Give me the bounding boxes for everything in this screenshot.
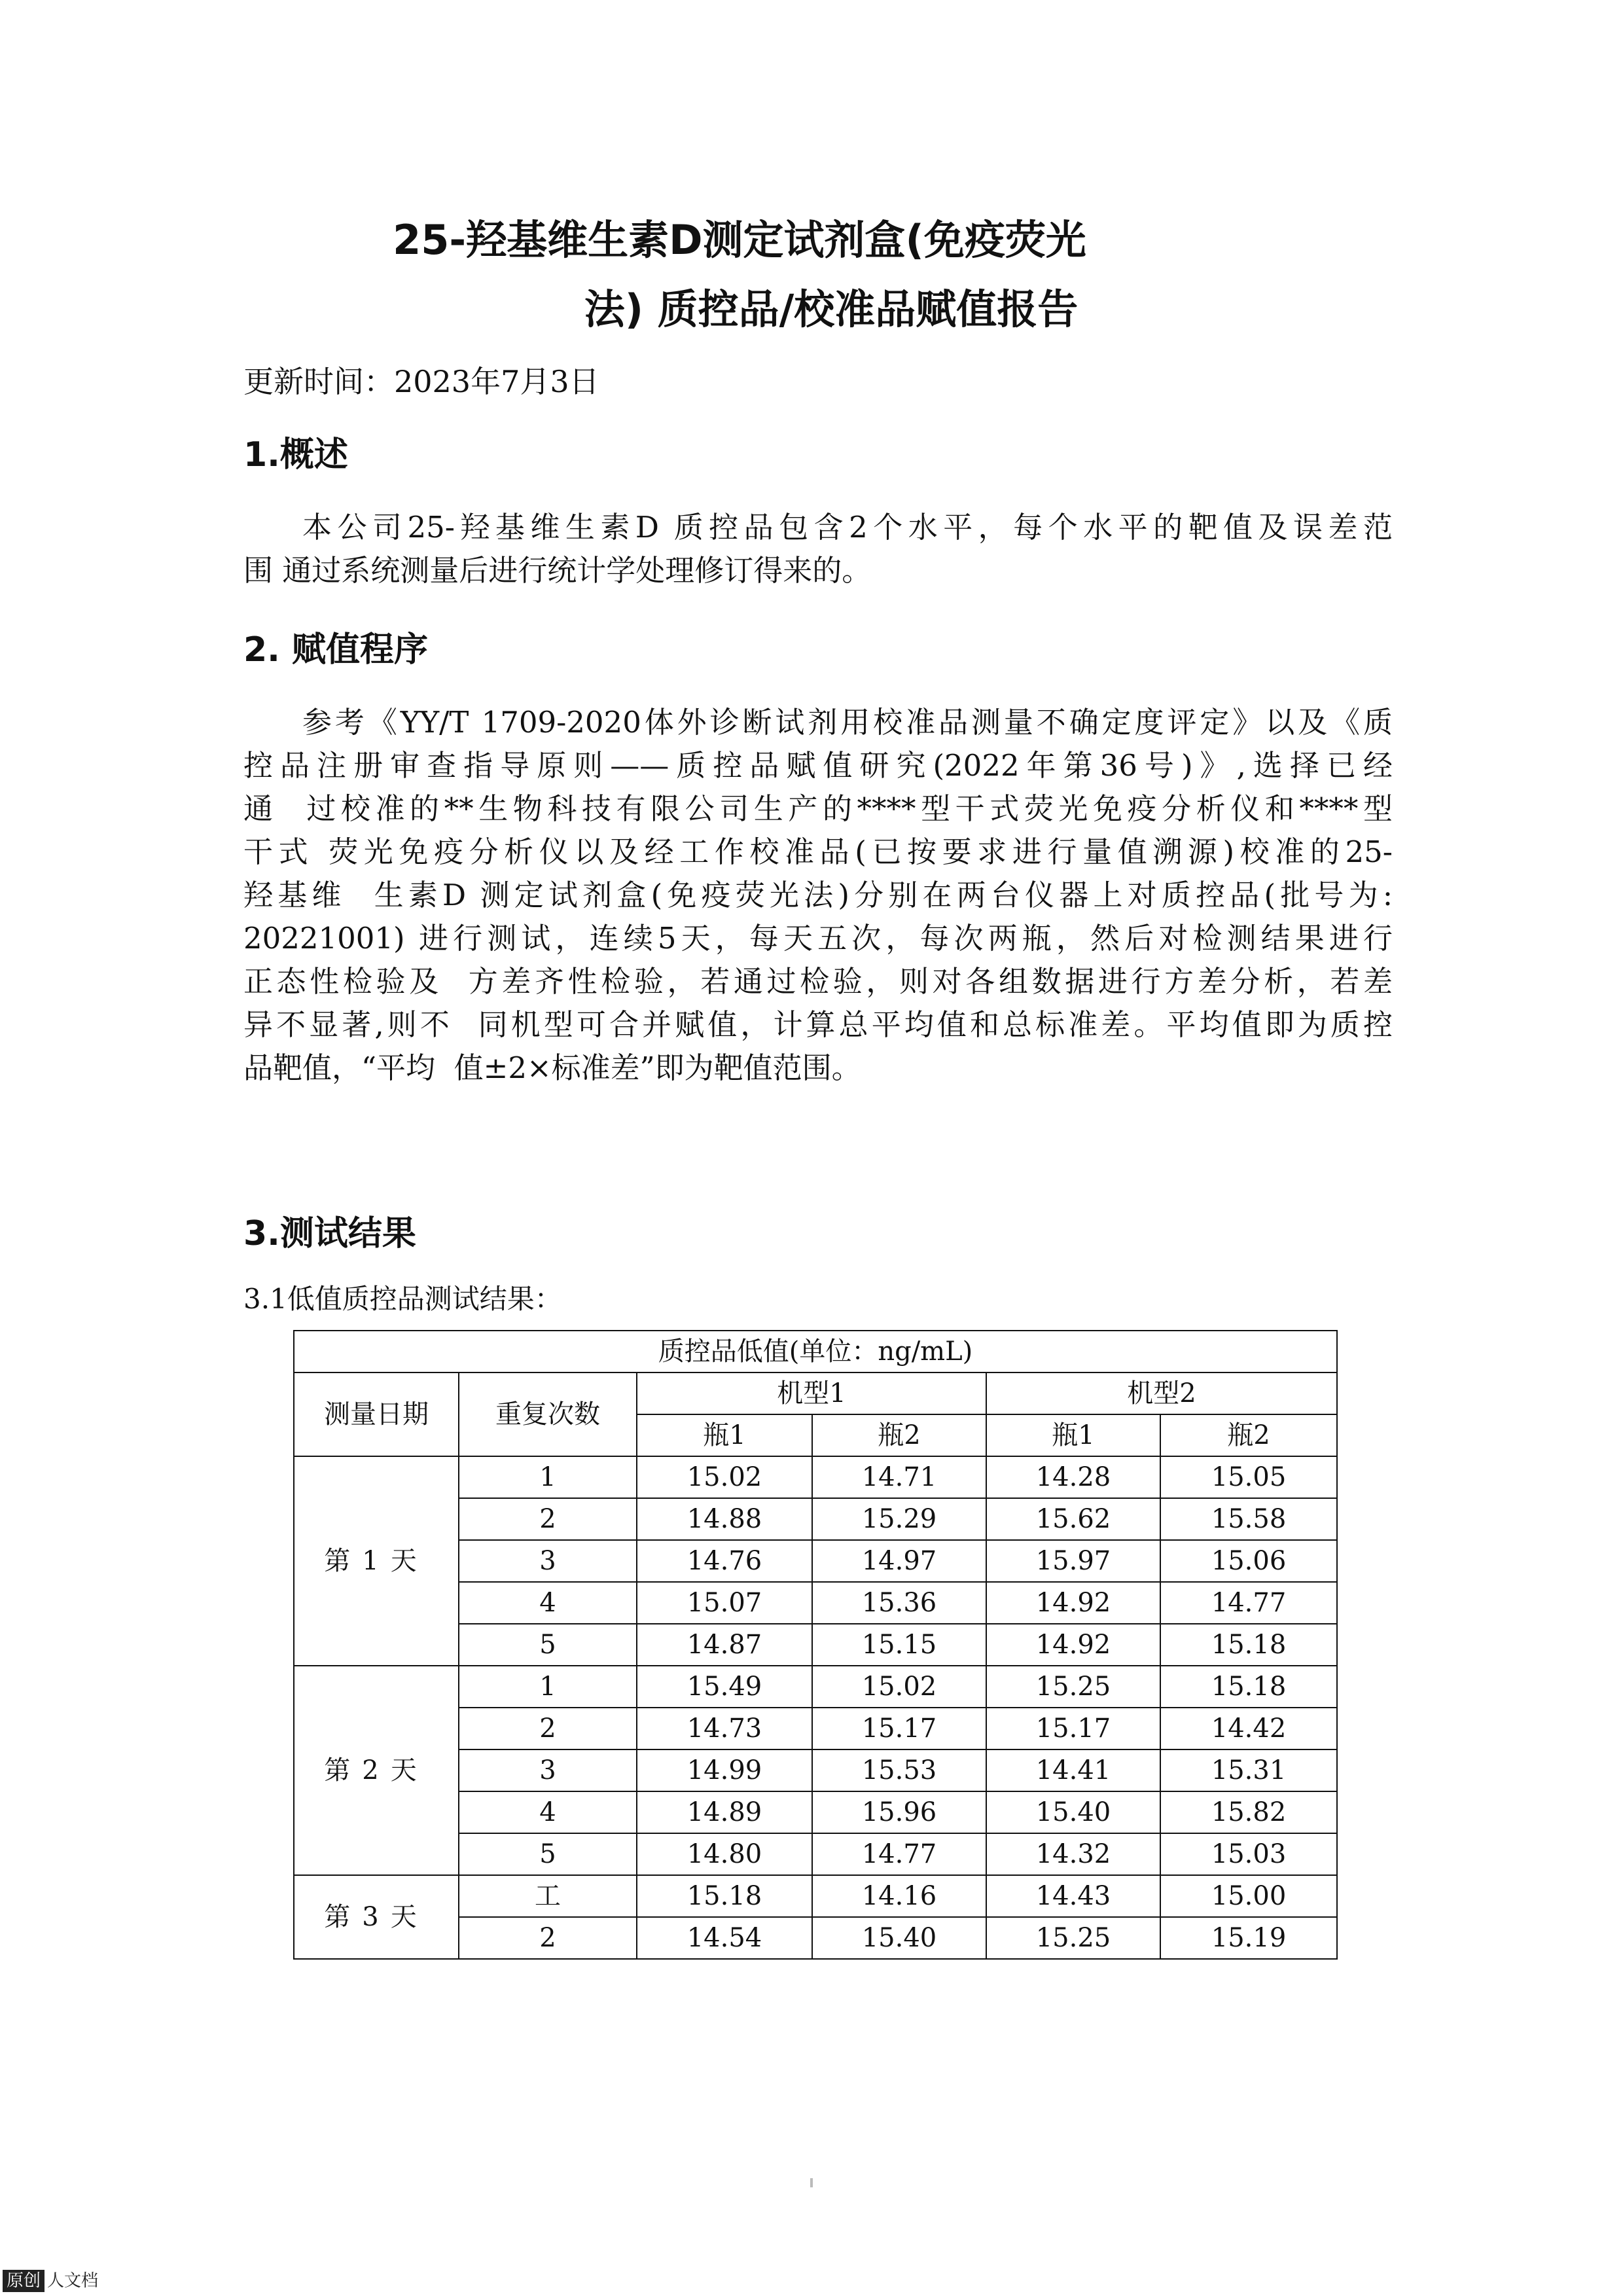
column-header-machine-1: 机型1 [637, 1372, 986, 1414]
value-cell: 15.02 [637, 1456, 812, 1498]
value-cell: 15.07 [637, 1582, 812, 1624]
value-cell: 15.58 [1160, 1498, 1337, 1540]
value-cell: 15.97 [986, 1540, 1160, 1582]
value-cell: 15.25 [986, 1666, 1160, 1708]
repeat-number-cell: 5 [459, 1833, 637, 1875]
value-cell: 15.17 [986, 1708, 1160, 1749]
repeat-number-cell: 2 [459, 1498, 637, 1540]
update-time: 更新时间：2023年7月3日 [243, 364, 599, 399]
value-cell: 14.77 [812, 1833, 986, 1875]
repeat-number-cell: 3 [459, 1749, 637, 1791]
value-cell: 15.31 [1160, 1749, 1337, 1791]
column-header-repeat: 重复次数 [459, 1372, 637, 1456]
value-cell: 14.97 [812, 1540, 986, 1582]
low-control-results-table [293, 1330, 1338, 1960]
value-cell: 14.99 [637, 1749, 812, 1791]
value-cell: 15.18 [1160, 1624, 1337, 1666]
value-cell: 15.06 [1160, 1540, 1337, 1582]
value-cell: 15.62 [986, 1498, 1160, 1540]
table-row [294, 1456, 1337, 1498]
value-cell: 14.32 [986, 1833, 1160, 1875]
value-cell: 14.92 [986, 1624, 1160, 1666]
paragraph-line: 通 过校准的**生物科技有限公司生产的****型干式荧光免疫分析仪和****型 [243, 791, 1393, 826]
value-cell: 15.17 [812, 1708, 986, 1749]
value-cell: 14.80 [637, 1833, 812, 1875]
repeat-number-cell: 5 [459, 1624, 637, 1666]
day-label: 第2天 [294, 1666, 459, 1875]
paragraph-line: 异不显著,则不 同机型可合并赋值，计算总平均值和总标准差。平均值即为质控 [243, 1007, 1393, 1042]
paragraph-line: 干式 荧光免疫分析仪以及经工作校准品(已按要求进行量值溯源)校准的25- [243, 834, 1393, 869]
paragraph-line: 正态性检验及 方差齐性检验，若通过检验，则对各组数据进行方差分析，若差 [243, 964, 1393, 999]
repeat-number-cell: 工 [459, 1875, 637, 1917]
column-header-date: 测量日期 [294, 1372, 459, 1456]
repeat-number-cell: 3 [459, 1540, 637, 1582]
subsection-heading-low-control: 3.1低值质控品测试结果： [243, 1283, 562, 1315]
watermark-logo [3, 2270, 114, 2292]
day-label: 第1天 [294, 1456, 459, 1666]
value-cell: 14.73 [637, 1708, 812, 1749]
value-cell: 14.77 [1160, 1582, 1337, 1624]
repeat-number-cell: 1 [459, 1456, 637, 1498]
value-cell: 15.18 [1160, 1666, 1337, 1708]
watermark-logo-text: 人文档 [47, 2271, 99, 2291]
value-cell: 15.05 [1160, 1456, 1337, 1498]
repeat-number-cell: 4 [459, 1582, 637, 1624]
section-heading-procedure: 2. 赋值程序 [243, 630, 429, 670]
overview-paragraph [243, 506, 1393, 592]
column-header-machine-2: 机型2 [986, 1372, 1337, 1414]
paragraph-line: 本公司25-羟基维生素D 质控品包含2个水平，每个水平的靶值及误差范 [302, 510, 1393, 545]
value-cell: 15.82 [1160, 1791, 1337, 1833]
value-cell: 14.92 [986, 1582, 1160, 1624]
procedure-paragraph [243, 701, 1393, 1090]
paragraph-line: 围 通过系统测量后进行统计学处理修订得来的。 [243, 553, 872, 588]
value-cell: 14.87 [637, 1624, 812, 1666]
repeat-number-cell: 4 [459, 1791, 637, 1833]
value-cell: 15.03 [1160, 1833, 1337, 1875]
repeat-number-cell: 1 [459, 1666, 637, 1708]
table-caption: 质控品低值(单位：ng/mL) [294, 1331, 1337, 1372]
column-header-m1-bottle-2: 瓶2 [812, 1414, 986, 1456]
day-label: 第3天 [294, 1875, 459, 1959]
column-header-m1-bottle-1: 瓶1 [637, 1414, 812, 1456]
paragraph-line: 参考《YY/T 1709-2020体外诊断试剂用校准品测量不确定度评定》以及《质 [302, 705, 1393, 740]
value-cell: 14.28 [986, 1456, 1160, 1498]
value-cell: 15.36 [812, 1582, 986, 1624]
value-cell: 15.00 [1160, 1875, 1337, 1917]
column-header-m2-bottle-2: 瓶2 [1160, 1414, 1337, 1456]
value-cell: 15.02 [812, 1666, 986, 1708]
value-cell: 15.15 [812, 1624, 986, 1666]
value-cell: 14.43 [986, 1875, 1160, 1917]
table-body [294, 1456, 1337, 1959]
document-title-line-1: 25-羟基维生素D测定试剂盒(免疫荧光 [393, 216, 1086, 264]
paragraph-line: 品靶值，“平均 值±2×标准差”即为靶值范围。 [243, 1050, 861, 1085]
document-title-line-2: 法) 质控品/校准品赋值报告 [584, 285, 1079, 333]
value-cell: 15.96 [812, 1791, 986, 1833]
value-cell: 14.89 [637, 1791, 812, 1833]
repeat-number-cell: 2 [459, 1708, 637, 1749]
value-cell: 14.54 [637, 1917, 812, 1959]
section-heading-results: 3.测试结果 [243, 1214, 416, 1253]
section-heading-overview: 1.概述 [243, 435, 348, 475]
value-cell: 14.41 [986, 1749, 1160, 1791]
value-cell: 14.42 [1160, 1708, 1337, 1749]
paragraph-line: 20221001) 进行测试，连续5天，每天五次，每次两瓶，然后对检测结果进行 [243, 921, 1393, 956]
value-cell: 15.19 [1160, 1917, 1337, 1959]
value-cell: 14.16 [812, 1875, 986, 1917]
table-row [294, 1666, 1337, 1708]
paragraph-line: 羟基维 生素D 测定试剂盒(免疫荧光法)分别在两台仪器上对质控品(批号为: [243, 878, 1393, 912]
value-cell: 14.71 [812, 1456, 986, 1498]
value-cell: 15.25 [986, 1917, 1160, 1959]
value-cell: 14.88 [637, 1498, 812, 1540]
value-cell: 15.40 [812, 1917, 986, 1959]
value-cell: 14.76 [637, 1540, 812, 1582]
value-cell: 15.49 [637, 1666, 812, 1708]
column-header-m2-bottle-1: 瓶1 [986, 1414, 1160, 1456]
paragraph-line: 控品注册审查指导原则——质控品赋值研究(2022年第36号)》,选择已经 [243, 748, 1393, 783]
repeat-number-cell: 2 [459, 1917, 637, 1959]
value-cell: 15.53 [812, 1749, 986, 1791]
value-cell: 15.29 [812, 1498, 986, 1540]
value-cell: 15.40 [986, 1791, 1160, 1833]
value-cell: 15.18 [637, 1875, 812, 1917]
page-mark [810, 2178, 813, 2187]
watermark-logo-badge: 原创 [3, 2270, 45, 2292]
table-row [294, 1875, 1337, 1917]
